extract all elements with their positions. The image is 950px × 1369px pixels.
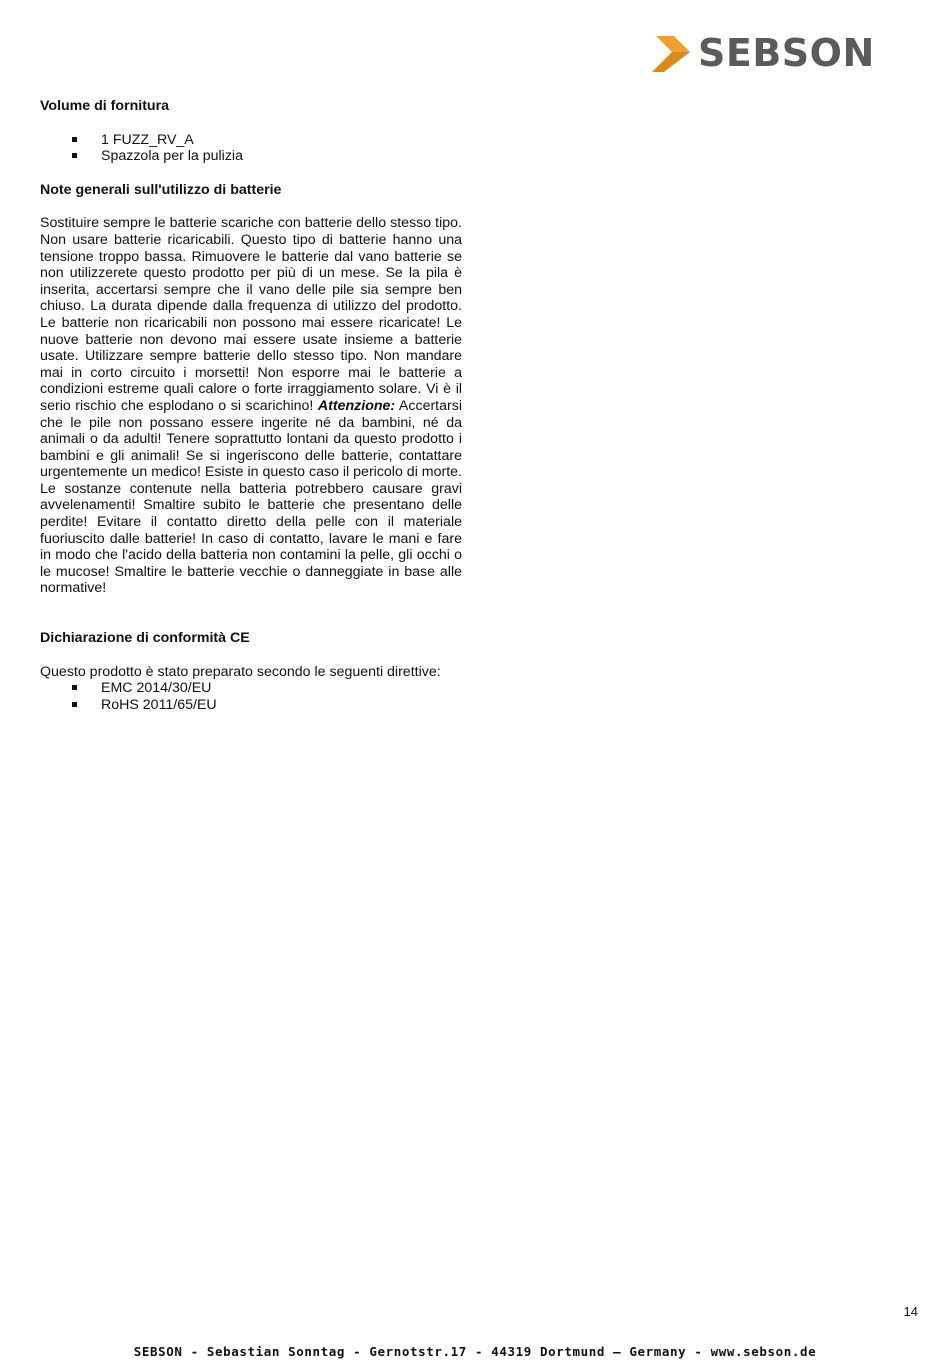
list-item-text: EMC 2014/30/EU (101, 680, 212, 697)
list-item (40, 680, 462, 697)
batteries-text: Sostituire sempre le batterie scariche con batterie dello stesso tipo. Non usare batterie ricaricabili. Questo tipo di batterie hanno una tensione troppo bassa. Rimuovere le batterie dal vano batterie se non utilizzerete questo prodotto per più di un mese. Se la pila è inserita, accertarsi sempre che il vano delle pile sia sempre ben chiuso. La durata dipende dalla frequenza di utilizzo del prodotto. Le batterie non ricaricabili non possono mai essere ricaricate! Le nuove batterie non devono mai essere usate insieme a batterie usate. Utilizzare sempre batterie dello stesso tipo. Non mandare mai in corto circuito i morsetti! Non esporre mai le batterie a condizioni estreme quali calore o forte irraggiamento solare. Vi è il serio rischio che esplodano o si scarichino! (40, 215, 462, 414)
list-item (40, 697, 462, 714)
directives-list (40, 680, 462, 713)
document-body (40, 98, 462, 713)
list-item (40, 148, 462, 165)
delivery-list (40, 132, 462, 165)
conformity-heading: Dichiarazione di conformità CE (40, 630, 250, 647)
list-item (40, 132, 462, 149)
delivery-heading: Volume di fornitura (40, 98, 170, 114)
bullet-icon (72, 702, 77, 707)
batteries-paragraph (40, 215, 462, 597)
sebson-logo (652, 31, 875, 75)
conformity-intro: Questo prodotto è stato preparato secondo le seguenti direttive: (40, 663, 441, 680)
list-item-text: 1 FUZZ_RV_A (101, 131, 194, 148)
batteries-heading: Note generali sull'utilizzo di batterie (40, 181, 282, 198)
bullet-icon (72, 685, 77, 690)
list-item-text: RoHS 2011/65/EU (101, 696, 217, 713)
logo-text: SEBSON (698, 31, 875, 75)
warning-emphasis: Attenzione: (317, 397, 396, 414)
chevron-logo-icon (652, 34, 692, 74)
list-item-text: Spazzola per la pulizia (101, 148, 243, 165)
bullet-icon (72, 137, 77, 142)
footer: SEBSON - Sebastian Sonntag - Gernotstr.17 - 44319 Dortmund – Germany - www.sebson.de (133, 1344, 817, 1359)
page-number: 14 (903, 1304, 918, 1319)
bullet-icon (72, 153, 77, 158)
batteries-text-continued: Accertarsi che le pile non possano essere ingerite né da bambini, né da animali o da adulti! Tenere soprattutto lontani da questo prodotto i bambini e gli animali! Se si ingeriscono delle batterie, contattare urgentemente un medico! Esiste in questo caso il pericolo di morte. Le sostanze contenute nella batteria potrebbero causare gravi avvelenamenti! Smaltire subito le batterie che presentano delle perdite! Evitare il contatto diretto della pelle con il materiale fuoriuscito dalle batterie! In caso di contatto, lavare le mani e fare in modo che l'acido della batteria non contamini la pelle, gli occhi o le mucose! Smaltire le batterie vecchie o danneggiate in base alle normative! (40, 397, 462, 597)
